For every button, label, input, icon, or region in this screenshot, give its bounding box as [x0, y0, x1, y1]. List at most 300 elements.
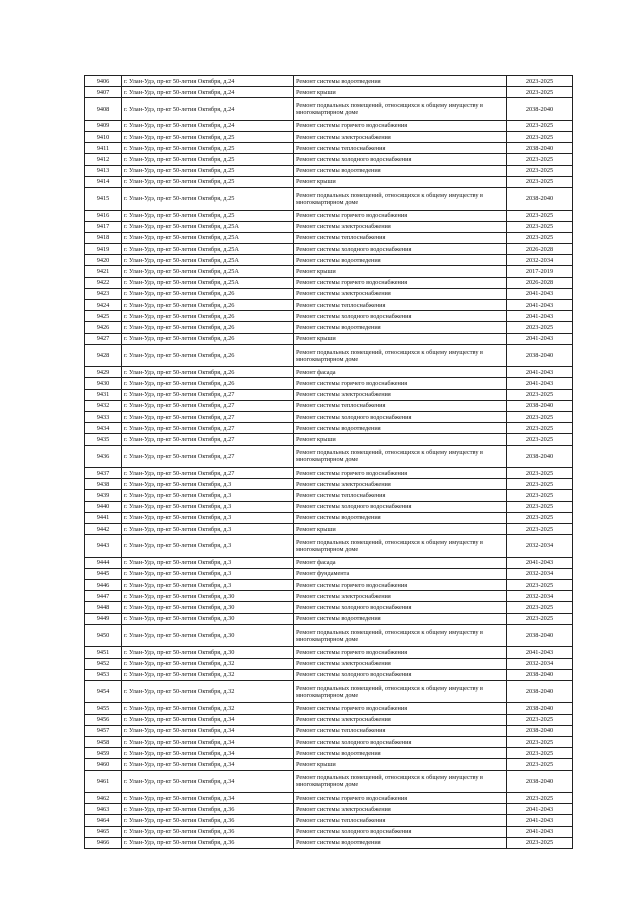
period-cell: 2041-2043	[507, 367, 573, 378]
work-type-cell: Ремонт системы холодного водоснабжения	[294, 154, 507, 165]
address-cell: г. Улан-Удэ, пр-кт 50-летия Октября, д.25	[122, 132, 294, 143]
table-row	[85, 165, 573, 176]
table-row	[85, 288, 573, 299]
address-cell: г. Улан-Удэ, пр-кт 50-летия Октября, д.26	[122, 300, 294, 311]
table-row	[85, 389, 573, 400]
address-cell: г. Улан-Удэ, пр-кт 50-летия Октября, д.3	[122, 524, 294, 535]
period-cell: 2038-2040	[507, 669, 573, 680]
work-type-cell: Ремонт подвальных помещений, относящихся к общему имуществу в многоквартирном доме	[294, 344, 507, 367]
period-cell: 2041-2043	[507, 815, 573, 826]
row-number-cell: 9423	[85, 288, 122, 299]
work-type-cell: Ремонт системы холодного водоснабжения	[294, 311, 507, 322]
work-type-cell: Ремонт крыши	[294, 87, 507, 98]
address-cell: г. Улан-Удэ, пр-кт 50-летия Октября, д.24	[122, 87, 294, 98]
address-cell: г. Улан-Удэ, пр-кт 50-летия Октября, д.3	[122, 568, 294, 579]
row-number-cell: 9465	[85, 826, 122, 837]
table-row	[85, 445, 573, 468]
work-type-cell: Ремонт системы электроснабжения	[294, 804, 507, 815]
table-row	[85, 378, 573, 389]
work-type-cell: Ремонт системы водоотведения	[294, 165, 507, 176]
row-number-cell: 9408	[85, 98, 122, 121]
period-cell: 2038-2040	[507, 770, 573, 793]
work-type-cell: Ремонт системы холодного водоснабжения	[294, 669, 507, 680]
work-type-cell: Ремонт системы водоотведения	[294, 76, 507, 87]
row-number-cell: 9426	[85, 322, 122, 333]
work-type-cell: Ремонт подвальных помещений, относящихся к общему имуществу в многоквартирном доме	[294, 680, 507, 703]
work-type-cell: Ремонт системы горячего водоснабжения	[294, 120, 507, 131]
table-row	[85, 524, 573, 535]
period-cell: 2023-2025	[507, 468, 573, 479]
row-number-cell: 9443	[85, 535, 122, 558]
period-cell: 2023-2025	[507, 132, 573, 143]
table-row	[85, 748, 573, 759]
row-number-cell: 9440	[85, 501, 122, 512]
period-cell: 2023-2025	[507, 87, 573, 98]
address-cell: г. Улан-Удэ, пр-кт 50-летия Октября, д.30	[122, 602, 294, 613]
work-type-cell: Ремонт системы горячего водоснабжения	[294, 210, 507, 221]
table-row	[85, 736, 573, 747]
address-cell: г. Улан-Удэ, пр-кт 50-летия Октября, д.32	[122, 680, 294, 703]
row-number-cell: 9412	[85, 154, 122, 165]
period-cell: 2041-2043	[507, 311, 573, 322]
address-cell: г. Улан-Удэ, пр-кт 50-летия Октября, д.26	[122, 311, 294, 322]
work-type-cell: Ремонт системы горячего водоснабжения	[294, 378, 507, 389]
row-number-cell: 9422	[85, 277, 122, 288]
work-type-cell: Ремонт системы электроснабжения	[294, 288, 507, 299]
address-cell: г. Улан-Удэ, пр-кт 50-летия Октября, д.3	[122, 512, 294, 523]
table-row	[85, 344, 573, 367]
period-cell: 2038-2040	[507, 624, 573, 647]
table-row	[85, 658, 573, 669]
work-type-cell: Ремонт системы электроснабжения	[294, 714, 507, 725]
work-type-cell: Ремонт системы горячего водоснабжения	[294, 647, 507, 658]
table-row	[85, 826, 573, 837]
period-cell: 2038-2040	[507, 680, 573, 703]
work-type-cell: Ремонт крыши	[294, 524, 507, 535]
table-body	[85, 76, 573, 849]
table-row	[85, 232, 573, 243]
address-cell: г. Улан-Удэ, пр-кт 50-летия Октября, д.34	[122, 793, 294, 804]
work-type-cell: Ремонт подвальных помещений, относящихся к общему имуществу в многоквартирном доме	[294, 188, 507, 211]
address-cell: г. Улан-Удэ, пр-кт 50-летия Октября, д.30	[122, 613, 294, 624]
work-type-cell: Ремонт системы теплоснабжения	[294, 232, 507, 243]
period-cell: 2032-2034	[507, 568, 573, 579]
address-cell: г. Улан-Удэ, пр-кт 50-летия Октября, д.26	[122, 288, 294, 299]
work-type-cell: Ремонт подвальных помещений, относящихся к общему имуществу в многоквартирном доме	[294, 445, 507, 468]
address-cell: г. Улан-Удэ, пр-кт 50-летия Октября, д.27	[122, 445, 294, 468]
row-number-cell: 9427	[85, 333, 122, 344]
row-number-cell: 9433	[85, 412, 122, 423]
address-cell: г. Улан-Удэ, пр-кт 50-летия Октября, д.27	[122, 412, 294, 423]
work-type-cell: Ремонт крыши	[294, 333, 507, 344]
table-row	[85, 76, 573, 87]
row-number-cell: 9444	[85, 557, 122, 568]
address-cell: г. Улан-Удэ, пр-кт 50-летия Октября, д.3	[122, 479, 294, 490]
address-cell: г. Улан-Удэ, пр-кт 50-летия Октября, д.24	[122, 76, 294, 87]
table-row	[85, 277, 573, 288]
period-cell: 2041-2043	[507, 804, 573, 815]
period-cell: 2023-2025	[507, 120, 573, 131]
table-row	[85, 669, 573, 680]
row-number-cell: 9420	[85, 255, 122, 266]
work-type-cell: Ремонт системы электроснабжения	[294, 479, 507, 490]
table-row	[85, 714, 573, 725]
row-number-cell: 9409	[85, 120, 122, 131]
address-cell: г. Улан-Удэ, пр-кт 50-летия Октября, д.30	[122, 647, 294, 658]
row-number-cell: 9425	[85, 311, 122, 322]
table-row	[85, 613, 573, 624]
table-row	[85, 400, 573, 411]
period-cell: 2038-2040	[507, 98, 573, 121]
row-number-cell: 9439	[85, 490, 122, 501]
row-number-cell: 9457	[85, 725, 122, 736]
row-number-cell: 9430	[85, 378, 122, 389]
address-cell: г. Улан-Удэ, пр-кт 50-летия Октября, д.26	[122, 333, 294, 344]
period-cell: 2023-2025	[507, 434, 573, 445]
period-cell: 2041-2043	[507, 826, 573, 837]
work-type-cell: Ремонт системы электроснабжения	[294, 221, 507, 232]
period-cell: 2041-2043	[507, 557, 573, 568]
table-row	[85, 793, 573, 804]
period-cell: 2032-2034	[507, 591, 573, 602]
row-number-cell: 9413	[85, 165, 122, 176]
work-type-cell: Ремонт системы теплоснабжения	[294, 815, 507, 826]
row-number-cell: 9456	[85, 714, 122, 725]
work-type-cell: Ремонт системы теплоснабжения	[294, 300, 507, 311]
period-cell: 2038-2040	[507, 445, 573, 468]
row-number-cell: 9462	[85, 793, 122, 804]
period-cell: 2023-2025	[507, 423, 573, 434]
period-cell: 2023-2025	[507, 736, 573, 747]
table-row	[85, 501, 573, 512]
work-type-cell: Ремонт системы теплоснабжения	[294, 490, 507, 501]
row-number-cell: 9438	[85, 479, 122, 490]
table-row	[85, 591, 573, 602]
table-row	[85, 120, 573, 131]
address-cell: г. Улан-Удэ, пр-кт 50-летия Октября, д.34	[122, 714, 294, 725]
table-row	[85, 367, 573, 378]
address-cell: г. Улан-Удэ, пр-кт 50-летия Октября, д.36	[122, 804, 294, 815]
address-cell: г. Улан-Удэ, пр-кт 50-летия Октября, д.34	[122, 770, 294, 793]
table-row	[85, 176, 573, 187]
address-cell: г. Улан-Удэ, пр-кт 50-летия Октября, д.3	[122, 490, 294, 501]
work-type-cell: Ремонт подвальных помещений, относящихся к общему имуществу в многоквартирном доме	[294, 535, 507, 558]
period-cell: 2038-2040	[507, 143, 573, 154]
table-row	[85, 680, 573, 703]
work-type-cell: Ремонт крыши	[294, 176, 507, 187]
period-cell: 2023-2025	[507, 759, 573, 770]
row-number-cell: 9455	[85, 703, 122, 714]
table-row	[85, 188, 573, 211]
work-type-cell: Ремонт системы горячего водоснабжения	[294, 468, 507, 479]
period-cell: 2041-2043	[507, 333, 573, 344]
row-number-cell: 9452	[85, 658, 122, 669]
table-row	[85, 244, 573, 255]
work-type-cell: Ремонт системы горячего водоснабжения	[294, 793, 507, 804]
period-cell: 2026-2028	[507, 277, 573, 288]
work-type-cell: Ремонт системы холодного водоснабжения	[294, 412, 507, 423]
period-cell: 2041-2043	[507, 300, 573, 311]
period-cell: 2023-2025	[507, 76, 573, 87]
period-cell: 2041-2043	[507, 647, 573, 658]
table-row	[85, 725, 573, 736]
row-number-cell: 9429	[85, 367, 122, 378]
table-row	[85, 490, 573, 501]
row-number-cell: 9435	[85, 434, 122, 445]
address-cell: г. Улан-Удэ, пр-кт 50-летия Октября, д.30	[122, 591, 294, 602]
work-type-cell: Ремонт системы водоотведения	[294, 837, 507, 848]
period-cell: 2032-2034	[507, 658, 573, 669]
period-cell: 2023-2025	[507, 322, 573, 333]
period-cell: 2026-2028	[507, 244, 573, 255]
row-number-cell: 9445	[85, 568, 122, 579]
period-cell: 2032-2034	[507, 535, 573, 558]
table-row	[85, 568, 573, 579]
table-row	[85, 535, 573, 558]
period-cell: 2023-2025	[507, 793, 573, 804]
work-type-cell: Ремонт системы горячего водоснабжения	[294, 277, 507, 288]
address-cell: г. Улан-Удэ, пр-кт 50-летия Октября, д.25А	[122, 221, 294, 232]
period-cell: 2038-2040	[507, 344, 573, 367]
address-cell: г. Улан-Удэ, пр-кт 50-летия Октября, д.25	[122, 165, 294, 176]
row-number-cell: 9453	[85, 669, 122, 680]
period-cell: 2038-2040	[507, 188, 573, 211]
period-cell: 2032-2034	[507, 255, 573, 266]
period-cell: 2023-2025	[507, 210, 573, 221]
period-cell: 2017-2019	[507, 266, 573, 277]
period-cell: 2023-2025	[507, 176, 573, 187]
table-row	[85, 703, 573, 714]
address-cell: г. Улан-Удэ, пр-кт 50-летия Октября, д.26	[122, 322, 294, 333]
row-number-cell: 9406	[85, 76, 122, 87]
address-cell: г. Улан-Удэ, пр-кт 50-летия Октября, д.3	[122, 580, 294, 591]
work-type-cell: Ремонт фасада	[294, 557, 507, 568]
period-cell: 2038-2040	[507, 703, 573, 714]
address-cell: г. Улан-Удэ, пр-кт 50-летия Октября, д.25	[122, 154, 294, 165]
period-cell: 2038-2040	[507, 400, 573, 411]
table-row	[85, 434, 573, 445]
row-number-cell: 9431	[85, 389, 122, 400]
row-number-cell: 9416	[85, 210, 122, 221]
row-number-cell: 9460	[85, 759, 122, 770]
work-type-cell: Ремонт системы водоотведения	[294, 613, 507, 624]
work-type-cell: Ремонт системы теплоснабжения	[294, 143, 507, 154]
work-type-cell: Ремонт подвальных помещений, относящихся к общему имуществу в многоквартирном доме	[294, 624, 507, 647]
work-type-cell: Ремонт системы электроснабжения	[294, 132, 507, 143]
period-cell: 2023-2025	[507, 512, 573, 523]
row-number-cell: 9432	[85, 400, 122, 411]
work-type-cell: Ремонт крыши	[294, 266, 507, 277]
address-cell: г. Улан-Удэ, пр-кт 50-летия Октября, д.27	[122, 434, 294, 445]
address-cell: г. Улан-Удэ, пр-кт 50-летия Октября, д.25А	[122, 244, 294, 255]
address-cell: г. Улан-Удэ, пр-кт 50-летия Октября, д.24	[122, 98, 294, 121]
work-type-cell: Ремонт системы холодного водоснабжения	[294, 826, 507, 837]
table-row	[85, 98, 573, 121]
work-type-cell: Ремонт системы холодного водоснабжения	[294, 736, 507, 747]
row-number-cell: 9446	[85, 580, 122, 591]
row-number-cell: 9428	[85, 344, 122, 367]
period-cell: 2023-2025	[507, 389, 573, 400]
period-cell: 2041-2043	[507, 378, 573, 389]
period-cell: 2038-2040	[507, 725, 573, 736]
row-number-cell: 9449	[85, 613, 122, 624]
work-type-cell: Ремонт системы электроснабжения	[294, 591, 507, 602]
row-number-cell: 9414	[85, 176, 122, 187]
period-cell: 2023-2025	[507, 714, 573, 725]
table-row	[85, 557, 573, 568]
row-number-cell: 9410	[85, 132, 122, 143]
row-number-cell: 9415	[85, 188, 122, 211]
address-cell: г. Улан-Удэ, пр-кт 50-летия Октября, д.32	[122, 669, 294, 680]
address-cell: г. Улан-Удэ, пр-кт 50-летия Октября, д.27	[122, 468, 294, 479]
work-type-cell: Ремонт системы теплоснабжения	[294, 725, 507, 736]
address-cell: г. Улан-Удэ, пр-кт 50-летия Октября, д.34	[122, 759, 294, 770]
row-number-cell: 9424	[85, 300, 122, 311]
table-row	[85, 322, 573, 333]
address-cell: г. Улан-Удэ, пр-кт 50-летия Октября, д.36	[122, 815, 294, 826]
table-row	[85, 580, 573, 591]
row-number-cell: 9407	[85, 87, 122, 98]
row-number-cell: 9411	[85, 143, 122, 154]
table-row	[85, 804, 573, 815]
repair-schedule-table	[84, 75, 573, 849]
row-number-cell: 9448	[85, 602, 122, 613]
period-cell: 2023-2025	[507, 580, 573, 591]
work-type-cell: Ремонт системы холодного водоснабжения	[294, 602, 507, 613]
address-cell: г. Улан-Удэ, пр-кт 50-летия Октября, д.27	[122, 389, 294, 400]
row-number-cell: 9451	[85, 647, 122, 658]
address-cell: г. Улан-Удэ, пр-кт 50-летия Октября, д.25А	[122, 266, 294, 277]
table-row	[85, 311, 573, 322]
address-cell: г. Улан-Удэ, пр-кт 50-летия Октября, д.26	[122, 344, 294, 367]
address-cell: г. Улан-Удэ, пр-кт 50-летия Октября, д.34	[122, 725, 294, 736]
work-type-cell: Ремонт фундамента	[294, 568, 507, 579]
period-cell: 2023-2025	[507, 479, 573, 490]
table-row	[85, 602, 573, 613]
table-row	[85, 154, 573, 165]
row-number-cell: 9461	[85, 770, 122, 793]
row-number-cell: 9463	[85, 804, 122, 815]
table-row	[85, 255, 573, 266]
work-type-cell: Ремонт системы теплоснабжения	[294, 400, 507, 411]
period-cell: 2023-2025	[507, 490, 573, 501]
row-number-cell: 9454	[85, 680, 122, 703]
row-number-cell: 9442	[85, 524, 122, 535]
address-cell: г. Улан-Удэ, пр-кт 50-летия Октября, д.27	[122, 423, 294, 434]
address-cell: г. Улан-Удэ, пр-кт 50-летия Октября, д.25	[122, 143, 294, 154]
table-row	[85, 837, 573, 848]
table-row	[85, 210, 573, 221]
work-type-cell: Ремонт системы водоотведения	[294, 423, 507, 434]
row-number-cell: 9441	[85, 512, 122, 523]
work-type-cell: Ремонт крыши	[294, 434, 507, 445]
period-cell: 2041-2043	[507, 288, 573, 299]
work-type-cell: Ремонт крыши	[294, 759, 507, 770]
period-cell: 2023-2025	[507, 748, 573, 759]
address-cell: г. Улан-Удэ, пр-кт 50-летия Октября, д.25	[122, 188, 294, 211]
table-row	[85, 132, 573, 143]
table-row	[85, 221, 573, 232]
address-cell: г. Улан-Удэ, пр-кт 50-летия Октября, д.32	[122, 703, 294, 714]
table-row	[85, 87, 573, 98]
work-type-cell: Ремонт системы горячего водоснабжения	[294, 703, 507, 714]
row-number-cell: 9417	[85, 221, 122, 232]
row-number-cell: 9466	[85, 837, 122, 848]
work-type-cell: Ремонт системы холодного водоснабжения	[294, 244, 507, 255]
period-cell: 2023-2025	[507, 165, 573, 176]
table-row	[85, 468, 573, 479]
period-cell: 2023-2025	[507, 412, 573, 423]
address-cell: г. Улан-Удэ, пр-кт 50-летия Октября, д.24	[122, 120, 294, 131]
address-cell: г. Улан-Удэ, пр-кт 50-летия Октября, д.26	[122, 367, 294, 378]
work-type-cell: Ремонт системы водоотведения	[294, 255, 507, 266]
table-row	[85, 266, 573, 277]
address-cell: г. Улан-Удэ, пр-кт 50-летия Октября, д.3	[122, 535, 294, 558]
period-cell: 2023-2025	[507, 221, 573, 232]
work-type-cell: Ремонт системы электроснабжения	[294, 389, 507, 400]
work-type-cell: Ремонт системы электроснабжения	[294, 658, 507, 669]
address-cell: г. Улан-Удэ, пр-кт 50-летия Октября, д.34	[122, 736, 294, 747]
address-cell: г. Улан-Удэ, пр-кт 50-летия Октября, д.25А	[122, 255, 294, 266]
address-cell: г. Улан-Удэ, пр-кт 50-летия Октября, д.25А	[122, 277, 294, 288]
address-cell: г. Улан-Удэ, пр-кт 50-летия Октября, д.34	[122, 748, 294, 759]
table-row	[85, 300, 573, 311]
address-cell: г. Улан-Удэ, пр-кт 50-летия Октября, д.3	[122, 501, 294, 512]
work-type-cell: Ремонт подвальных помещений, относящихся к общему имуществу в многоквартирном доме	[294, 770, 507, 793]
period-cell: 2023-2025	[507, 602, 573, 613]
table-row	[85, 647, 573, 658]
address-cell: г. Улан-Удэ, пр-кт 50-летия Октября, д.36	[122, 826, 294, 837]
row-number-cell: 9447	[85, 591, 122, 602]
period-cell: 2023-2025	[507, 154, 573, 165]
row-number-cell: 9418	[85, 232, 122, 243]
row-number-cell: 9450	[85, 624, 122, 647]
table-row	[85, 423, 573, 434]
period-cell: 2023-2025	[507, 232, 573, 243]
row-number-cell: 9464	[85, 815, 122, 826]
table-row	[85, 412, 573, 423]
row-number-cell: 9419	[85, 244, 122, 255]
row-number-cell: 9459	[85, 748, 122, 759]
address-cell: г. Улан-Удэ, пр-кт 50-летия Октября, д.27	[122, 400, 294, 411]
row-number-cell: 9437	[85, 468, 122, 479]
address-cell: г. Улан-Удэ, пр-кт 50-летия Октября, д.36	[122, 837, 294, 848]
address-cell: г. Улан-Удэ, пр-кт 50-летия Октября, д.26	[122, 378, 294, 389]
row-number-cell: 9421	[85, 266, 122, 277]
table-row	[85, 624, 573, 647]
period-cell: 2023-2025	[507, 501, 573, 512]
work-type-cell: Ремонт системы водоотведения	[294, 512, 507, 523]
work-type-cell: Ремонт системы холодного водоснабжения	[294, 501, 507, 512]
row-number-cell: 9434	[85, 423, 122, 434]
period-cell: 2023-2025	[507, 837, 573, 848]
work-type-cell: Ремонт фасада	[294, 367, 507, 378]
address-cell: г. Улан-Удэ, пр-кт 50-летия Октября, д.25А	[122, 232, 294, 243]
address-cell: г. Улан-Удэ, пр-кт 50-летия Октября, д.25	[122, 176, 294, 187]
work-type-cell: Ремонт системы водоотведения	[294, 748, 507, 759]
address-cell: г. Улан-Удэ, пр-кт 50-летия Октября, д.32	[122, 658, 294, 669]
table-row	[85, 770, 573, 793]
address-cell: г. Улан-Удэ, пр-кт 50-летия Октября, д.30	[122, 624, 294, 647]
period-cell: 2023-2025	[507, 524, 573, 535]
table-row	[85, 759, 573, 770]
address-cell: г. Улан-Удэ, пр-кт 50-летия Октября, д.3	[122, 557, 294, 568]
table-row	[85, 512, 573, 523]
work-type-cell: Ремонт подвальных помещений, относящихся к общему имуществу в многоквартирном доме	[294, 98, 507, 121]
address-cell: г. Улан-Удэ, пр-кт 50-летия Октября, д.25	[122, 210, 294, 221]
work-type-cell: Ремонт системы водоотведения	[294, 322, 507, 333]
work-type-cell: Ремонт системы горячего водоснабжения	[294, 580, 507, 591]
